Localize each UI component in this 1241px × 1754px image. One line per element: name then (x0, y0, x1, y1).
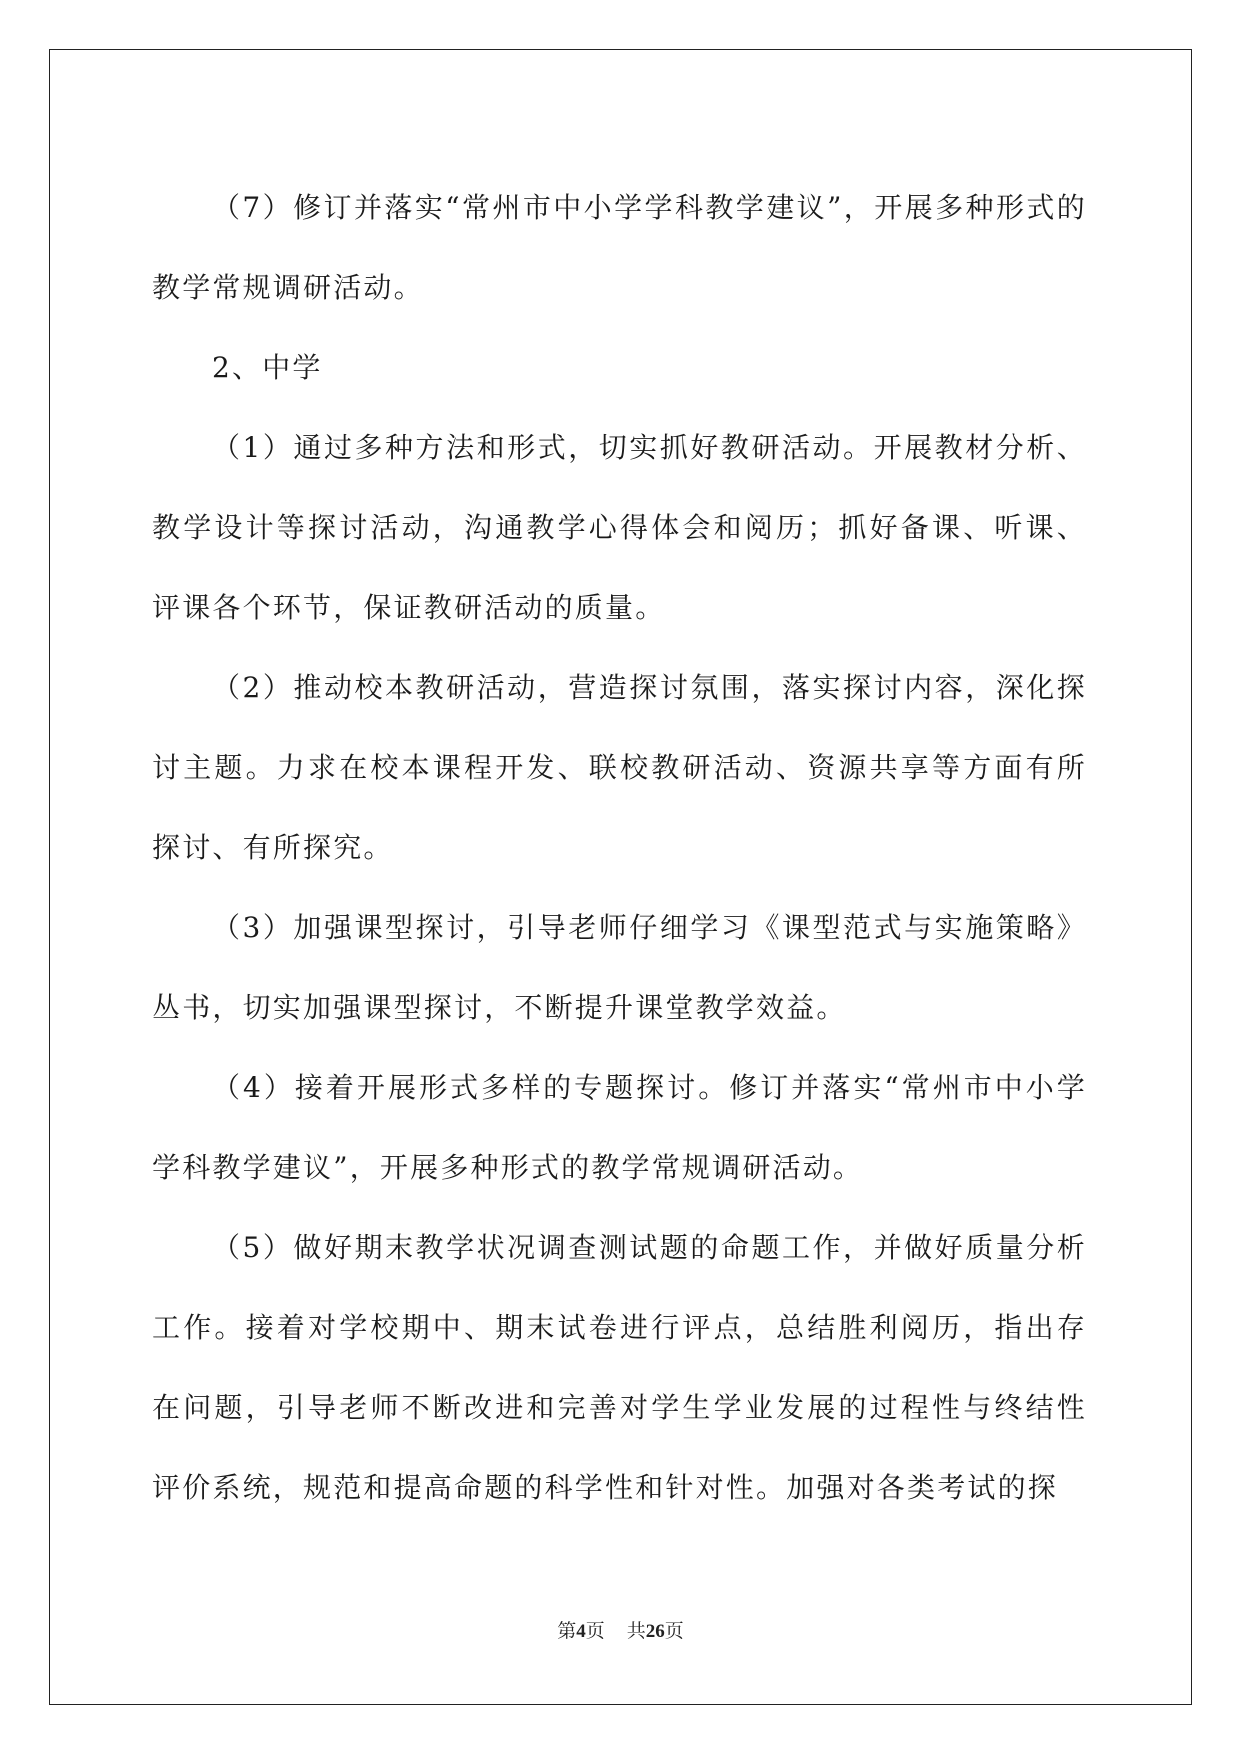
footer-page-suffix: 页 (585, 1621, 605, 1642)
document-body (152, 168, 1087, 1528)
section-heading-middle-school: 2、中学 (212, 351, 323, 384)
footer-total-suffix: 页 (664, 1621, 684, 1642)
page-footer (0, 1616, 1241, 1643)
paragraph-item-7: （7）修订并落实“常州市中小学学科教学建议”，开展多种形式的教学常规调研活动。 (152, 191, 1087, 304)
paragraph-item-5: （5）做好期末教学状况调查测试题的命题工作，并做好质量分析工作。接着对学校期中、期末试卷进行评点，总结胜利阅历，指出存在问题，引导老师不断改进和完善对学生学业发展的过程性与终结性评价系统，规范和提高命题的科学性和针对性。加强对各类考试的探 (152, 1231, 1087, 1504)
paragraph-item-2: （2）推动校本教研活动，营造探讨氛围，落实探讨内容，深化探讨主题。力求在校本课程开发、联校教研活动、资源共享等方面有所探讨、有所探究。 (152, 671, 1087, 864)
footer-prefix: 第 (557, 1621, 577, 1642)
paragraph-item-1: （1）通过多种方法和形式，切实抓好教研活动。开展教材分析、教学设计等探讨活动，沟通教学心得体会和阅历；抓好备课、听课、评课各个环节，保证教研活动的质量。 (152, 431, 1087, 624)
paragraph-item-4: （4）接着开展形式多样的专题探讨。修订并落实“常州市中小学学科教学建议”，开展多种形式的教学常规调研活动。 (152, 1071, 1087, 1184)
footer-total-prefix: 共 (626, 1621, 646, 1642)
paragraph-item-3: （3）加强课型探讨，引导老师仔细学习《课型范式与实施策略》丛书，切实加强课型探讨，不断提升课堂教学效益。 (152, 911, 1087, 1024)
total-pages-number: 26 (645, 1621, 665, 1642)
current-page-number: 4 (576, 1621, 586, 1642)
